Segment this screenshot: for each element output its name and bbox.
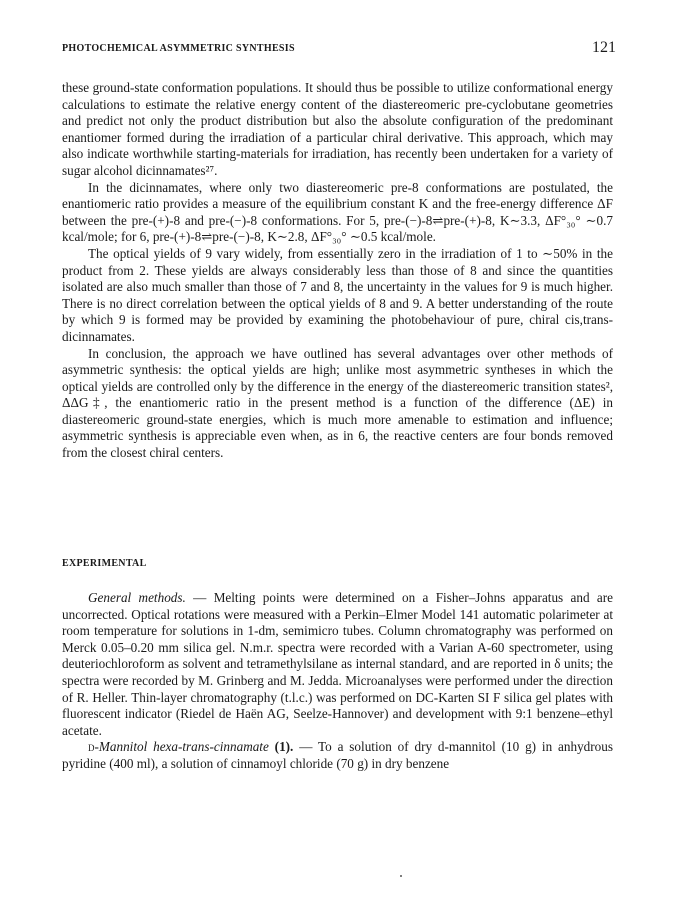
general-methods-title: General methods. bbox=[88, 590, 186, 605]
running-head: PHOTOCHEMICAL ASYMMETRIC SYNTHESIS bbox=[62, 43, 295, 54]
compound-prefix: d bbox=[88, 739, 95, 755]
paragraph-conclusion: In conclusion, the approach we have outlined has several advantages over other methods of asymmetric synthesis: the optical yields are high; unlike most asymmetric syntheses in which the optical yields are controlled only by the difference in the energy of the diastereomeric transition states², ΔΔG‡, the enantiomeric ratio in the present method is a function of the difference (ΔE) in diastereomeric ground-state energies, which is much more amenable to estimation and influence; asymmetric synthesis is appreciable even when, as in 6, the reactive centers are four bonds removed from the closest chiral centers. bbox=[62, 345, 613, 461]
compound-number: (1). bbox=[268, 739, 294, 755]
compound-text: — To a solution of dry d-mannitol (10 g) in anhydrous pyridine (400 ml), a solution of cinnamoyl chloride (70 g) in dry benzene bbox=[62, 739, 613, 771]
paragraph-general-methods bbox=[62, 590, 613, 739]
discussion-text bbox=[62, 80, 613, 462]
page-number: 121 bbox=[592, 39, 616, 56]
paragraph-ground-state: these ground-state conformation populations. It should thus be possible to utilize conformational energy calculations to estimate the relative energy content of the diastereomeric pre-cyclobutane geometries and predict not only the product distribution but also the absolute configuration of the predominant enantiomer formed during the irradiation of a particular chiral derivative. This approach, which may also indicate worthwhile starting-materials for irradiation, has recently been undertaken for a variety of sugar alcohol dicinnamates²⁷. bbox=[62, 80, 613, 178]
experimental-text bbox=[62, 590, 613, 773]
paragraph-compound-1 bbox=[62, 739, 613, 772]
paragraph-dicinnamates: In the dicinnamates, where only two diastereomeric pre-8 conformations are postulated, the enantiomeric ratio provides a measure of the equilibrium constant K and the free-energy difference ΔF between the pre-(+)-8 and pre-(−)-8 conformations. For 5, pre-(−)-8⇌pre-(+)-8, K∼3.3, ΔF°₃₀° ∼0.7 kcal/mole; for 6, pre-(+)-8⇌pre-(−)-8, K∼2.8, ΔF°₃₀° ∼0.5 kcal/mole. bbox=[62, 179, 613, 245]
general-methods-text: Melting points were determined on a Fisher–Johns apparatus and are uncorrected. Optical rotations were measured with a Perkin–Elmer Model 141 automatic polarimeter at room temperature for solutions in 1-dm, semimicro tubes. Column chromatography was performed on Merck 0.05–0.20 mm silica gel. N.m.r. spectra were recorded with a Varian A-60 spectrometer, using deuteriochloroform as solvent and tetramethylsilane as internal standard, and are reported in δ units; the spectra were recorded by M. Grinberg and M. Jedda. Microanalyses were performed under the direction of R. Heller. Thin-layer chromatography (t.l.c.) was performed on DC-Karten SI F silica gel plates with fluorescent indicator (Riedel de Haën AG, Seelze-Hannover) and development with 9:1 benzene–ethyl acetate. bbox=[62, 590, 614, 738]
section-heading-experimental: EXPERIMENTAL bbox=[62, 558, 147, 569]
stray-mark bbox=[400, 875, 402, 877]
paragraph-optical-yields: The optical yields of 9 vary widely, from essentially zero in the irradiation of 1 to ∼50% in the product from 2. These yields are always considerably less than those of 8 and since the quantities isolated are also much smaller than those of 7 and 8, the uncertainty in the values for 9 is much higher. There is no direct correlation between the optical yields of 8 and 9. A better understanding of the route by which 9 is formed may be provided by examining the photobehaviour of pure, chiral cis,trans-dicinnamates. bbox=[62, 245, 613, 344]
general-methods-dash: — bbox=[185, 590, 214, 605]
compound-title: -Mannitol hexa-trans-cinnamate bbox=[94, 739, 269, 755]
